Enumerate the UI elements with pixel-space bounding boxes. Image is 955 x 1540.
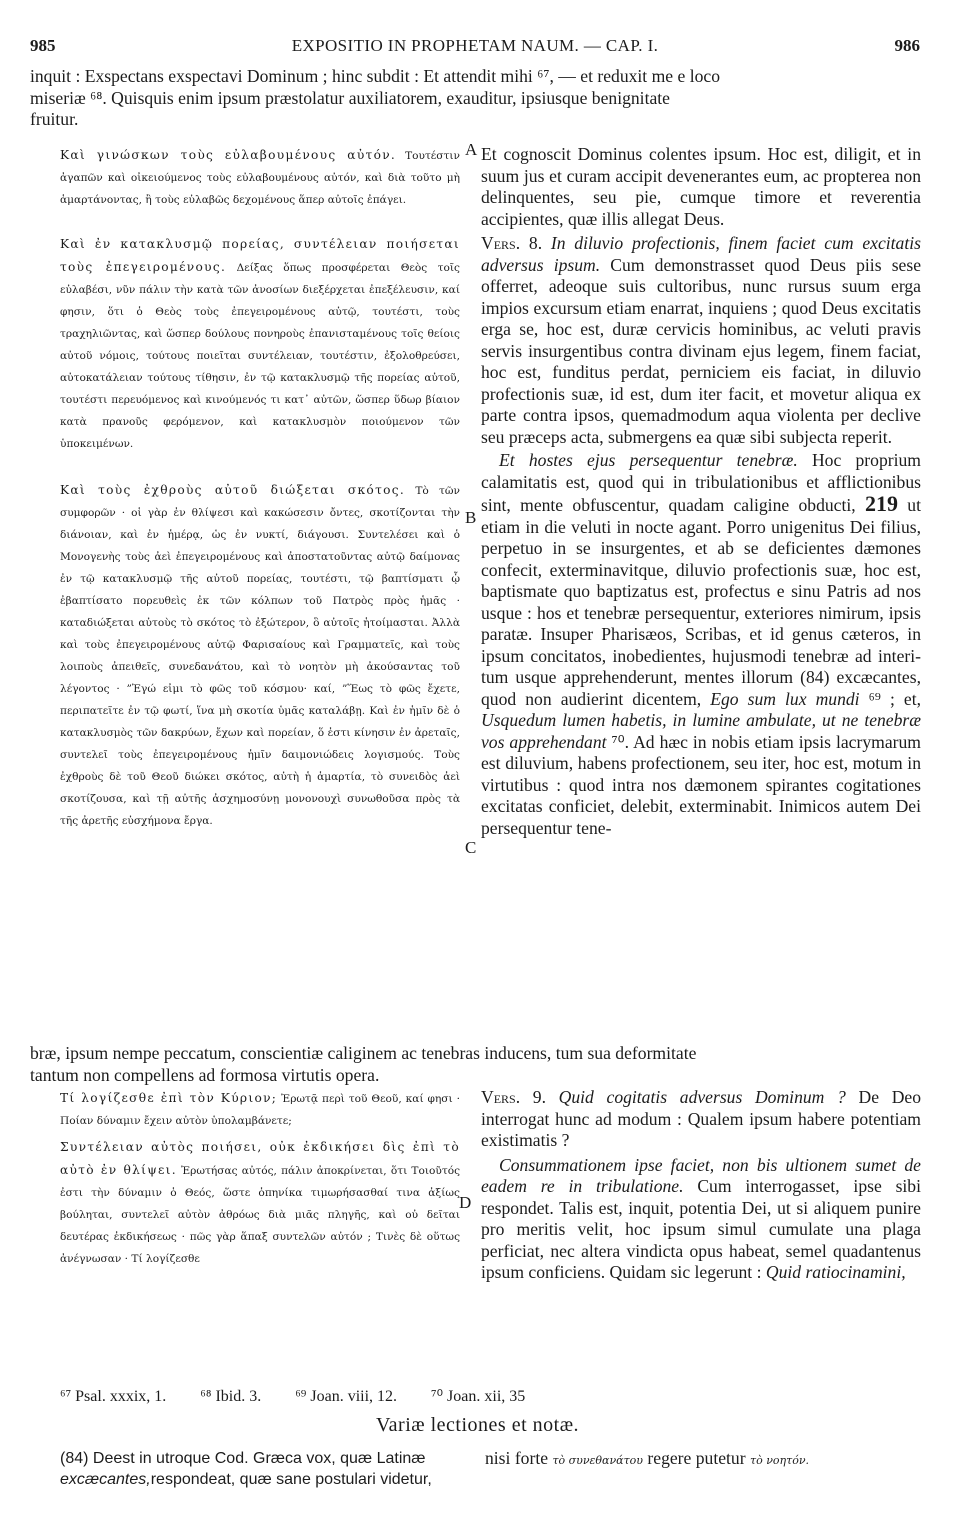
left-page-number: 985 bbox=[30, 36, 56, 55]
variae-lectiones-title: Variæ lectiones et notæ. bbox=[375, 1414, 580, 1436]
latin-lemma: Consummationem ipse faciet, non bis ultionem sumet de eadem re in tribulatione. bbox=[481, 1154, 921, 1196]
latin-text: Cum interrogasset, ipse sibi respondet. Talis est, inquit, potentia Dei, ut si aliquem punire pro meritis velit, hoc ipsum simul cumulate una plaga perficiat, nec altera vindicta opus habeat, semel quadantenus ipsum conficiens. Quidam sic legerunt : bbox=[481, 1176, 921, 1282]
latin-paragraph bbox=[481, 450, 921, 839]
greek-text: Τὸ τῶν συμφορῶν · οἱ γὰρ ἐν θλίψεσι καὶ κακώσεσιν ὄντες, σκοτίζονται τὴν διάνοιαν, καὶ ἐν ἡμέρᾳ, ὡς ἐν νυκτί, διάγουσι. Συντελέσει καὶ ὁ Μονογενὴς τοὺς ἀεὶ ἐπεγειρομένους καὶ ἀποστατοῦντας αὐτῷ δαίμονας ἐν τῷ κατακλυσμῷ τῆς αὐτοῦ πορείας, τουτέστι, τῷ βαπτίσματι ᾧ ἐβαπτίσατο πορευθεὶς ἐκ τῶν κόλπων τοῦ Πατρὸς πρὸς ἡμᾶς · καταδιώξεται αὐτοὺς τὸ σκότος τὸ ἐξώτερον, ὃ αὐτοῖς ἡτοίμασται. Ἀλλὰ καὶ τοὺς ἐπεγειρομένους αὐτῷ Φαρισαίους καὶ Γραμματεῖς, καὶ τοὺς λοιποὺς ἀπειθεῖς, συνεδανάτου, καὶ τὸ νοητὸν μὴ ἀκούσαντας τοῦ λέγοντος · ”Ἐγώ εἰμι τὸ φῶς τοῦ κόσμου· καί, ”Ἕως τὸ φῶς ἔχετε, περιπατεῖτε ἐν τῷ φωτί, ἵνα μὴ σκοτία ὑμᾶς καταλάβῃ. Καὶ ἐν ἡμῖν δὲ ὁ κατακλυσμὸς τῶν δακρύων, ἔχων καὶ πορείαν, ὅ ἐστι κίνησιν ἐν ἀρεταῖς, συντελεῖ τοὺς ἐπεγειρομένους ἡμῖν δαιμονιώδεις λογισμούς. Τοὺς ἐχθροὺς δὲ τοῦ Θεοῦ διώκει σκότος, αὐτὴ ἡ ἁμαρτία, τὸ συνειδὸς ἀεὶ σκοτίζουσα, καὶ τῇ αὐτῆς ἀσχημοσύνῃ μονονουχὶ συνωθοῦσα πρὸς τὰ τῆς ἀρετῆς εὐσχήμονα ἔργα. bbox=[60, 485, 460, 827]
latin-lemma: Quid cogitatis adversus Dominum ? bbox=[558, 1087, 846, 1107]
greek-paragraph bbox=[60, 144, 460, 211]
greek-column-lower bbox=[60, 1087, 460, 1270]
greek-text: Ἐρωτᾷ περὶ τοῦ Θεοῦ, καί φησι · Ποίαν δύναμιν ἔχειν αὐτὸν ὑπολαμβάνετε; bbox=[60, 1093, 460, 1127]
latin-paragraph bbox=[481, 1155, 921, 1284]
latin-paragraph bbox=[481, 1087, 921, 1152]
running-header bbox=[30, 36, 920, 60]
footnote: ⁶⁷ Psal. xxxix, 1. bbox=[60, 1388, 167, 1405]
intro-line: inquit : Exspectans exspectavi Dominum ; hinc subdit : Et attendit mihi ⁶⁷, — et reduxit me e loco bbox=[30, 66, 720, 86]
greek-lemma: Καὶ γινώσκων τοὺς εὐλαβουμένους αὐτόν. bbox=[60, 148, 397, 162]
footnotes bbox=[60, 1386, 920, 1406]
bridge-line: tantum non compellens ad formosa virtutis opera. bbox=[30, 1064, 380, 1085]
latin-text: Hoc proprium calamitatis est, quod qui in tribulationibus et afflictionibus sint, mente obfuscentur, quadam caligine obducti, bbox=[481, 450, 921, 515]
latin-lemma: In diluvio profectionis, finem faciet cum excitatis adversus ipsum. bbox=[481, 233, 921, 275]
footnote: ⁶⁹ Joan. viii, 12. bbox=[295, 1388, 398, 1405]
footnote: ⁶⁸ Ibid. 3. bbox=[200, 1388, 262, 1405]
greek-text: Δείξας ὅπως προσφέρεται Θεὸς τοῖς εὐλαβέσι, νῦν πάλιν τὴν κατὰ τῶν ἀνοσίων διεξέρχεται ἐπεξέλευσιν, καί φησιν, ὅτι ὁ Θεὸς τοὺς ἐπεγειρομένους αὐτῷ, τουτέστι, τοὺς τραχηλιῶντας, καὶ ὥσπερ δούλους πονηροὺς ἐπανισταμένους τοῖς θείοις αὐτοῦ νόμοις, τούτους ποιεῖται συντέλειαν, τουτέστιν, ἐξολοθρεύσει, αὐτοκατάλειαν τούτους τίθησιν, ἐν τῷ κατακλυσμῷ τῆς πορείας αὐτοῦ, τουτέστι περευόμενος καὶ κινούμενός τι κατ᾽ αὐτῶν, ὥσπερ ὕδωρ βίαιον κατὰ πρανοῦς φερόμενον, καὶ κατακλυσμὸν ποιούμενον τῶν ὑποκειμένων. bbox=[60, 262, 460, 450]
margin-marker-c: C bbox=[465, 838, 477, 857]
latin-paragraph bbox=[481, 233, 921, 448]
greek-lemma: Συντέλειαν αὐτὸς ποιήσει, οὐκ ἐκδικήσει δὶς ἐπὶ τὸ αὐτὸ ἐν θλίψει. bbox=[60, 1140, 460, 1177]
note-text: respondeat, quæ sane postulari videtur, bbox=[150, 1471, 432, 1488]
greek-lemma: Καὶ τοὺς ἐχθροὺς αὐτοῦ διώξεται σκότος. bbox=[60, 483, 406, 497]
bridge-paragraph bbox=[30, 1043, 920, 1086]
latin-quote: Quid ratiocinamini, bbox=[765, 1262, 906, 1282]
note-text: regere putetur bbox=[647, 1448, 746, 1468]
latin-quote: Usquedum lumen habetis, in lumine ambulate, ut ne tenebræ vos apprehendant bbox=[481, 710, 921, 752]
margin-marker-d: D bbox=[459, 1193, 472, 1212]
latin-paragraph bbox=[481, 144, 921, 230]
latin-text: ut etiam in die veluti in nocte agant. Porro unigenitus Dei filius, perpetuo in se insurgentes, et ab se deficientes dæmones confecit, exterminavitque, diluvio profectionis suæ, hoc est, baptismate quo baptizatus est, profectus e sinu Patris ad nos usque : hos et tenebræ persequentur, exteriores nimirum, ipsis paratæ. Insuper Pharisæos, Scribas, et id genus cæteros, in ipsum concitatos, inobedientes, hujusmodi tenebræ ad interitum usque apprehenderunt, mentes illorum (84) excæcantes, quod non audierint dicentem, bbox=[481, 495, 921, 709]
note-text: excæcantes, bbox=[60, 1471, 151, 1488]
running-title: EXPOSITIO IN PROPHETAM NAUM. — CAP. I. bbox=[291, 36, 659, 55]
note-left bbox=[60, 1448, 465, 1490]
greek-text: Ἐρωτήσας αὐτός, πάλιν ἀποκρίνεται, ὅτι Τοιοῦτός ἐστι τὴν δύναμιν ὁ Θεός, ὥστε ὁπηνίκα τιμωρήσασθαί τινα ἀξίως βούληται, συντελεῖ αὐτὸν ἀθρόως διὰ μιᾶς πληγῆς, καὶ οὐ δεῖται δευτέρας ἐκδικήσεως · πῶς γὰρ ἅπαξ συντελῶν αὐτόν ; Τινὲς δὲ οὕτως ἀνέγνωσαν · Τί λογίζεσθε bbox=[60, 1165, 461, 1265]
greek-paragraph bbox=[60, 479, 460, 832]
note-right bbox=[485, 1448, 921, 1471]
latin-text: Et cognoscit Dominus colentes ipsum. Hoc est, diligit, et in suum jus et curam accipit devenerantes eum, ac propterea non delinquentes, seu pie, cumque timore et reverentia accipientes, quæ illis allegat Deus. bbox=[481, 144, 921, 229]
note-greek: τὸ νοητόν. bbox=[750, 1454, 809, 1467]
intro-paragraph bbox=[30, 66, 920, 131]
greek-text: Τουτέστιν ἀγαπῶν καὶ οἰκειούμενος τοὺς εὐλαβουμένους αὐτόν, καὶ διὰ τοῦτο μὴ ἁμαρτάνοντας, ἢ τοὺς εὐλαβῶς δεχομένους ἅπερ αὐτοῖς ἐπάγει. bbox=[60, 150, 460, 206]
note-text: nisi forte bbox=[485, 1448, 549, 1468]
greek-lemma: Τί λογίζεσθε ἐπὶ τὸν Κύριον; bbox=[60, 1091, 278, 1105]
right-page-number: 986 bbox=[894, 36, 920, 55]
note-text: (84) Deest in utroque Cod. Græca vox, quæ Latinæ bbox=[60, 1450, 426, 1467]
latin-text: Cum demonstrasset quod Deus piis sese offerret, adeoque suis cultoribus, nunc rursus suum erga impios excursum etiam enarrat, inquiens ; quod Deus excitatis erga se, hoc est, duræ cervicis hominibus, ac veluti pravis servis insurgentibus contra divinam ejus legem, finem faciat, hoc est, funditus perdat, perniciem eis faciat, in diluvio profectionis suæ, id est, dum iter facit, et movetur aliqua ex parte contra ipsos, quemadmodum aqua violenta per declive seu præceps acta, submergens ea quæ sibi subjecta reperit. bbox=[481, 254, 921, 447]
bridge-line: bræ, ipsum nempe peccatum, conscientiæ caliginem ac tenebras inducens, tum sua deformitate bbox=[30, 1043, 697, 1063]
margin-marker-a: A bbox=[465, 140, 478, 159]
note-greek: τὸ συνεθανάτου bbox=[552, 1454, 643, 1467]
greek-lemma: Καὶ ἐν κατακλυσμῷ πορείας, συντέλειαν ποιήσεται τοὺς ἐπεγειρομένους. bbox=[60, 237, 460, 274]
footnote: ⁷⁰ Joan. xii, 35 bbox=[431, 1388, 526, 1405]
intro-line: fruitur. bbox=[30, 109, 79, 129]
intro-line: miseriæ ⁶⁸. Quisquis enim ipsum præstolatur auxiliatorem, exauditur, ipsiusque benignitate bbox=[30, 87, 670, 108]
greek-column-upper bbox=[60, 144, 460, 832]
greek-paragraph bbox=[60, 1087, 460, 1132]
latin-text: De Deo interrogat hunc ad modum : Qualem ipsum habere potentiam existimatis ? bbox=[481, 1087, 922, 1150]
verse-label: Vers. 8. bbox=[481, 233, 543, 253]
verse-label: Vers. 9. bbox=[481, 1087, 546, 1107]
column-number: 219 bbox=[864, 491, 898, 516]
greek-paragraph bbox=[60, 1136, 460, 1270]
latin-lemma: Et hostes ejus persequentur tenebræ. bbox=[499, 450, 798, 470]
margin-marker-b: B bbox=[465, 508, 477, 527]
latin-text: ⁷⁰. Ad hæc in nobis etiam ipsis lacrymarum est diluvium, habens profectionem, seu iter, hoc est, motum in virtutibus : quod intra nos dæmonem spirantes cogitationes excitatas conficiet, delebit, exterminabit. Inimicos autem Dei persequentur tene- bbox=[481, 731, 921, 838]
latin-text: ⁶⁹ ; et, bbox=[868, 688, 921, 709]
latin-quote: Ego sum lux mundi bbox=[710, 688, 860, 709]
greek-paragraph bbox=[60, 233, 460, 455]
latin-column-lower bbox=[481, 1087, 921, 1284]
latin-column-upper bbox=[481, 144, 921, 839]
